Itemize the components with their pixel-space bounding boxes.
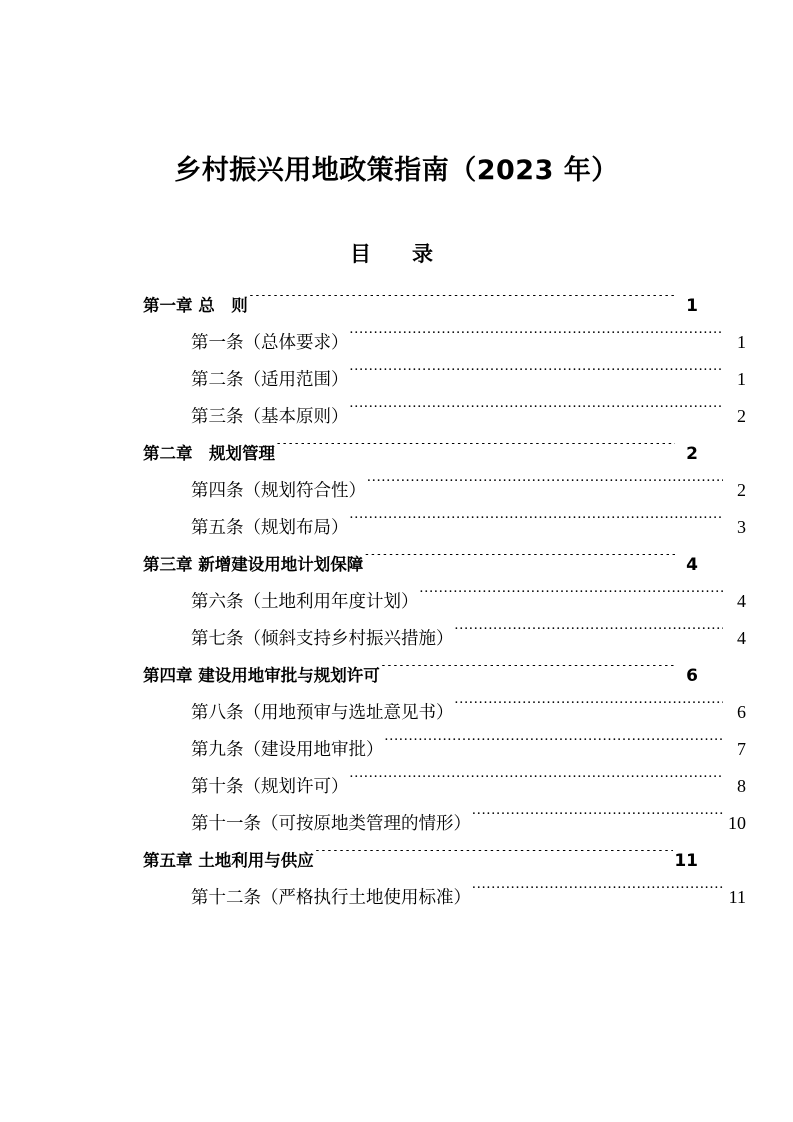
toc-leader-dots: [350, 405, 724, 423]
toc-entry[interactable]: [143, 583, 746, 620]
toc-entry-page-number: 1: [686, 296, 698, 316]
toc-entry[interactable]: [143, 805, 746, 842]
toc-entry[interactable]: [143, 842, 698, 879]
toc-entry-label: 第二条（适用范围）: [191, 369, 349, 389]
toc-entry-page-number: 4: [686, 555, 698, 575]
toc-entry-page-number: 1: [737, 332, 746, 352]
toc-entry-page-number: 3: [737, 517, 746, 537]
toc-entry-label: 第一章 总 则: [143, 296, 248, 315]
toc-entry-page-number: 4: [737, 628, 746, 648]
toc-entry-page-number: 2: [737, 406, 746, 426]
toc-entry-label: 第六条（土地利用年度计划）: [191, 591, 419, 611]
toc-entry[interactable]: [143, 879, 746, 916]
toc-entry-label: 第十一条（可按原地类管理的情形）: [191, 813, 471, 833]
toc-entry[interactable]: [143, 694, 746, 731]
toc-entry-label: 第四条（规划符合性）: [191, 480, 366, 500]
toc-entry-page-number: 1: [737, 369, 746, 389]
toc-entry[interactable]: [143, 731, 746, 768]
toc-leader-dots: [385, 738, 724, 756]
toc-entry-label: 第三条（基本原则）: [191, 406, 349, 426]
toc-entry-page-number: 6: [686, 666, 698, 686]
toc-entry-page-number: 7: [737, 739, 746, 759]
toc-entry-page-number: 11: [728, 887, 746, 907]
document-title: 乡村振兴用地政策指南（2023 年）: [174, 155, 619, 186]
toc-leader-dots: [350, 516, 724, 534]
toc-leader-dots: [350, 368, 724, 386]
toc-entry-page-number: 6: [737, 702, 746, 722]
toc-entry[interactable]: [143, 546, 698, 583]
toc-entry[interactable]: [143, 398, 746, 435]
toc-leader-dots: [381, 665, 675, 682]
toc-leader-dots: [315, 850, 674, 867]
toc-leader-dots: [455, 627, 724, 645]
table-of-contents: [143, 287, 746, 916]
toc-entry-label: 第十二条（严格执行土地使用标准）: [191, 887, 471, 907]
toc-entry-label: 第八条（用地预审与选址意见书）: [191, 702, 454, 722]
toc-entry[interactable]: [143, 509, 746, 546]
toc-entry[interactable]: [143, 361, 746, 398]
toc-entry[interactable]: [143, 324, 746, 361]
toc-entry-label: 第七条（倾斜支持乡村振兴措施）: [191, 628, 454, 648]
toc-leader-dots: [472, 812, 723, 830]
toc-entry-label: 第五章 土地利用与供应: [143, 851, 314, 870]
table-of-contents-heading: 目 录: [350, 242, 443, 266]
toc-entry-label: 第九条（建设用地审批）: [191, 739, 384, 759]
toc-entry[interactable]: [143, 768, 746, 805]
toc-entry-label: 第五条（规划布局）: [191, 517, 349, 537]
toc-entry-page-number: 4: [737, 591, 746, 611]
toc-leader-dots: [350, 331, 724, 349]
toc-entry-page-number: 11: [674, 851, 698, 871]
toc-entry[interactable]: [143, 435, 698, 472]
toc-entry-label: 第十条（规划许可）: [191, 776, 349, 796]
toc-leader-dots: [364, 554, 675, 571]
toc-entry-label: 第二章 规划管理: [143, 444, 275, 463]
toc-entry-label: 第三章 新增建设用地计划保障: [143, 555, 364, 574]
toc-leader-dots: [276, 443, 675, 460]
toc-entry-page-number: 10: [728, 813, 746, 833]
toc-entry[interactable]: [143, 620, 746, 657]
toc-entry[interactable]: [143, 657, 698, 694]
toc-leader-dots: [350, 775, 724, 793]
toc-entry[interactable]: [143, 287, 698, 324]
toc-leader-dots: [420, 590, 724, 608]
toc-leader-dots: [455, 701, 724, 719]
toc-entry-page-number: 8: [737, 776, 746, 796]
toc-entry-page-number: 2: [686, 444, 698, 464]
toc-leader-dots: [367, 479, 723, 497]
toc-entry-label: 第一条（总体要求）: [191, 332, 349, 352]
toc-entry-label: 第四章 建设用地审批与规划许可: [143, 666, 380, 685]
toc-leader-dots: [249, 295, 675, 312]
toc-leader-dots: [472, 886, 723, 904]
toc-entry[interactable]: [143, 472, 746, 509]
toc-entry-page-number: 2: [737, 480, 746, 500]
